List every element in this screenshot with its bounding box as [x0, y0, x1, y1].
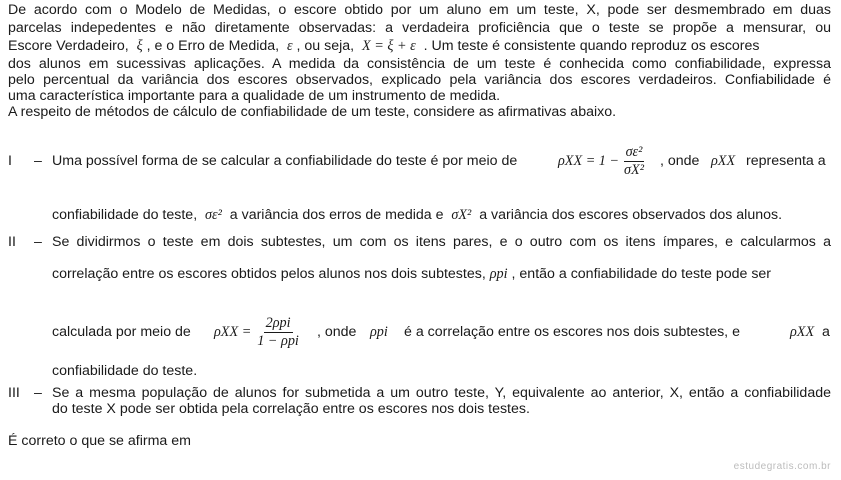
item-II-formula	[214, 303, 301, 361]
rho-pi-symbol: ρpi	[489, 266, 508, 282]
sigma-e-symbol: σε²	[205, 207, 222, 223]
item-I-formula	[558, 135, 646, 187]
intro-line-4: dos alunos em sucessivas aplicações. A medida da consistência de um teste é conhecida como confiabilidade, expressa	[8, 56, 831, 72]
item-II-line-2	[52, 266, 831, 283]
item-II-dash: –	[34, 234, 42, 250]
item-II-formula-lhs: ρXX =	[214, 323, 252, 340]
item-I-text-c: representa a	[746, 153, 826, 169]
item-II-line-1: Se dividirmos o teste em dois subtestes, um com os itens pares, e o outro com os itens ímpares, e calcularmos a	[52, 234, 831, 250]
item-I-line-2-a: confiabilidade do teste,	[52, 207, 198, 223]
intro-line-7: A respeito de métodos de cálculo de confiabilidade de um teste, considere as afirmativas abaixo.	[8, 104, 617, 120]
item-III-line-2: do teste X pode ser obtida pela correlação entre os escores nos dois testes.	[52, 401, 530, 417]
item-I-line-2	[52, 207, 782, 224]
intro-line-3-a: Escore Verdadeiro,	[8, 38, 129, 54]
item-III-numeral: III	[8, 385, 20, 401]
item-II-formula-den: 1 − ρpi	[257, 332, 299, 349]
item-I-numeral: I	[8, 153, 12, 169]
item-I-text-a: Uma possível forma de se calcular a confiabilidade do teste é por meio de	[52, 153, 518, 169]
intro-line-2: parcelas indepedentes e não diretamente observadas: a verdadeira proficiência que o teste se propõe a mensurar, ou	[8, 20, 831, 36]
item-II-line-3-a: calculada por meio de	[52, 324, 191, 340]
item-II-line-2-b: , então a confiabilidade do teste pode ser	[511, 266, 772, 282]
intro-line-5: pelo percentual da variância dos escores observados, explicado pela variância dos escores verdadeiros. Confiabilidade é	[8, 72, 831, 88]
sigma-x-symbol: σX²	[451, 207, 472, 223]
item-I-formula-num: σε²	[625, 143, 643, 160]
item-I-line-2-c: a variância dos escores observados dos alunos.	[479, 207, 783, 223]
intro-line-3-c: , ou seja,	[296, 38, 355, 54]
item-II-line-3-b: , onde	[317, 324, 357, 340]
site-watermark: estudegratis.com.br	[733, 461, 831, 472]
item-II-line-2-a: correlação entre os escores obtidos pelos alunos nos dois subtestes,	[52, 266, 486, 282]
question-prompt: É correto o que se afirma em	[8, 433, 191, 449]
item-I-text-b: , onde	[660, 153, 700, 169]
item-I-formula-lhs: ρXX = 1 −	[558, 152, 620, 169]
item-II-formula-num: 2ρpi	[265, 314, 291, 331]
item-II-line-3-c: é a correlação entre os escores nos dois subtestes, e	[404, 324, 740, 340]
item-II-numeral: II	[8, 234, 16, 250]
intro-line-6: uma característica importante para a qualidade de um instrumento de medida.	[8, 88, 501, 104]
intro-line-3	[8, 38, 831, 55]
intro-line-1: De acordo com o Modelo de Medidas, o escore obtido por um aluno em um teste, X, pode ser desmembrado em duas	[8, 2, 831, 18]
item-III-line-1: Se a mesma população de alunos for submetida a um outro teste, Y, equivalente ao anterior, X, então a confiabilidade	[52, 385, 831, 401]
item-II-line-3-d: a	[822, 324, 830, 340]
item-I-formula-den: σX²	[624, 161, 644, 178]
item-II-rho-xx: ρXX	[790, 324, 815, 340]
item-II-rho-pi-2: ρpi	[370, 324, 388, 340]
intro-line-3-b: , e o Erro de Medida,	[146, 38, 280, 54]
xi-symbol: ξ	[136, 38, 143, 54]
item-I-rho: ρXX	[711, 153, 736, 169]
epsilon-symbol: ε	[286, 38, 293, 54]
item-I-line-2-b: a variância dos erros de medida e	[229, 207, 444, 223]
intro-line-3-d: . Um teste é consistente quando reproduz os escores	[423, 38, 760, 54]
item-III-dash: –	[34, 385, 42, 401]
item-II-line-4: confiabilidade do teste.	[52, 363, 198, 379]
model-formula: X = ξ + ε	[362, 38, 416, 54]
item-I-dash: –	[34, 153, 42, 169]
